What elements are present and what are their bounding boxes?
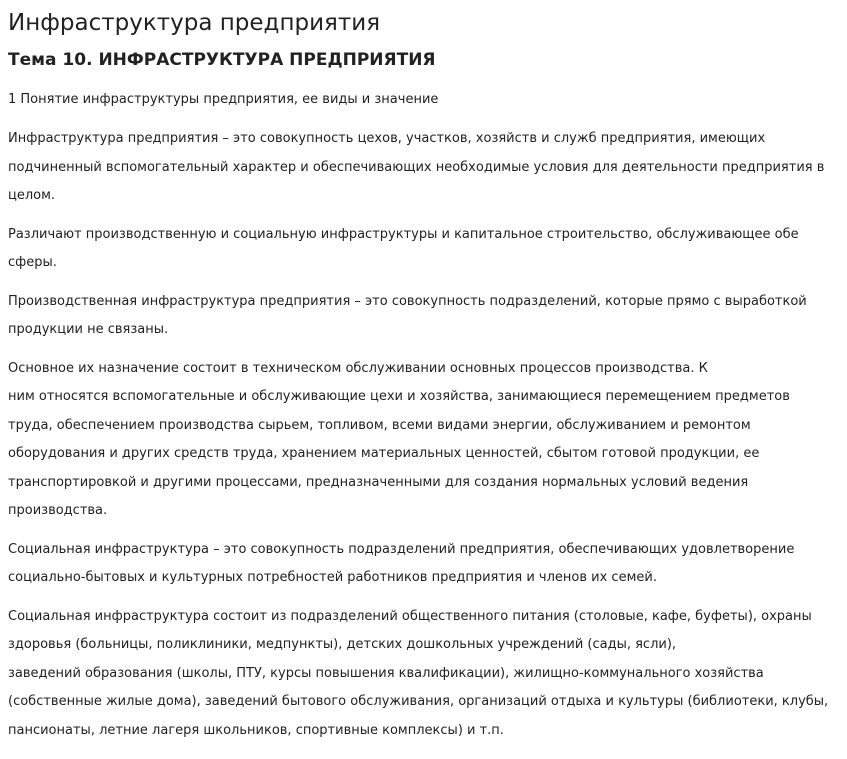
paragraph-line: подчиненный вспомогательный характер и обеспечивающих необходимые условия для деятельности предприятия в <box>8 159 825 175</box>
paragraph-social-composition <box>8 603 839 746</box>
paragraph-line: социально-бытовых и культурных потребностей работников предприятия и членов их семей. <box>8 570 657 585</box>
paragraph-line: Производственная инфраструктура предприятия – это совокупность подразделений, которые прямо с выработкой <box>8 293 807 309</box>
paragraph-line: здоровья (больницы, поликлиники, медпункты), детских дошкольных учреждений (сады, ясли), <box>8 637 677 652</box>
paragraph-line: транспортировкой и другими процессами, предназначенными для создания нормальных условий ведения <box>8 474 749 490</box>
paragraph-line: Основное их назначение состоит в техническом обслуживании основных процессов производства. К <box>8 360 708 376</box>
paragraph-line: сферы. <box>8 255 57 270</box>
paragraph-line: ним относятся вспомогательные и обслуживающие цехи и хозяйства, занимающиеся перемещением предметов <box>8 389 790 404</box>
paragraph-line: (собственные жилые дома), заведений бытового обслуживания, организаций отдыха и культуры (библиотеки, клубы, <box>8 694 829 709</box>
paragraph-line: производства. <box>8 503 108 518</box>
paragraph-line: Социальная инфраструктура состоит из подразделений общественного питания (столовые, кафе, буфеты), охраны <box>8 608 812 624</box>
paragraph-line: пансионаты, летние лагеря школьников, спортивные комплексы) и т.п. <box>8 722 504 738</box>
paragraph-types <box>8 221 839 278</box>
paragraph-line: заведений образования (школы, ПТУ, курсы повышения квалификации), жилищно-коммунального хозяйства <box>8 665 764 681</box>
paragraph-line: Социальная инфраструктура – это совокупность подразделений предприятия, обеспечивающих удовлетворение <box>8 541 795 557</box>
topic-heading: Тема 10. ИНФРАСТРУКТУРА ПРЕДПРИЯТИЯ <box>8 50 436 70</box>
paragraph-line: Инфраструктура предприятия – это совокупность цехов, участков, хозяйств и служб предприятия, имеющих <box>8 131 766 146</box>
paragraph-social-infrastructure <box>8 536 839 593</box>
paragraph-production-infrastructure <box>8 288 839 345</box>
paragraph-purpose <box>8 355 839 526</box>
page-title: Инфраструктура предприятия <box>8 10 381 36</box>
paragraph-line: оборудования и других средств труда, хранением материальных ценностей, сбытом готовой продукции, ее <box>8 446 760 461</box>
paragraph-line: целом. <box>8 188 56 203</box>
paragraph-definition <box>8 125 839 211</box>
section-heading: 1 Понятие инфраструктуры предприятия, ее виды и значение <box>8 92 439 107</box>
paragraph-line: Различают производственную и социальную инфраструктуры и капитальное строительство, обслуживающее обе <box>8 226 799 242</box>
paragraph-line: продукции не связаны. <box>8 322 169 337</box>
paragraph-line: труда, обеспечением производства сырьем, топливом, всеми видами энергии, обслуживанием и ремонтом <box>8 417 751 433</box>
